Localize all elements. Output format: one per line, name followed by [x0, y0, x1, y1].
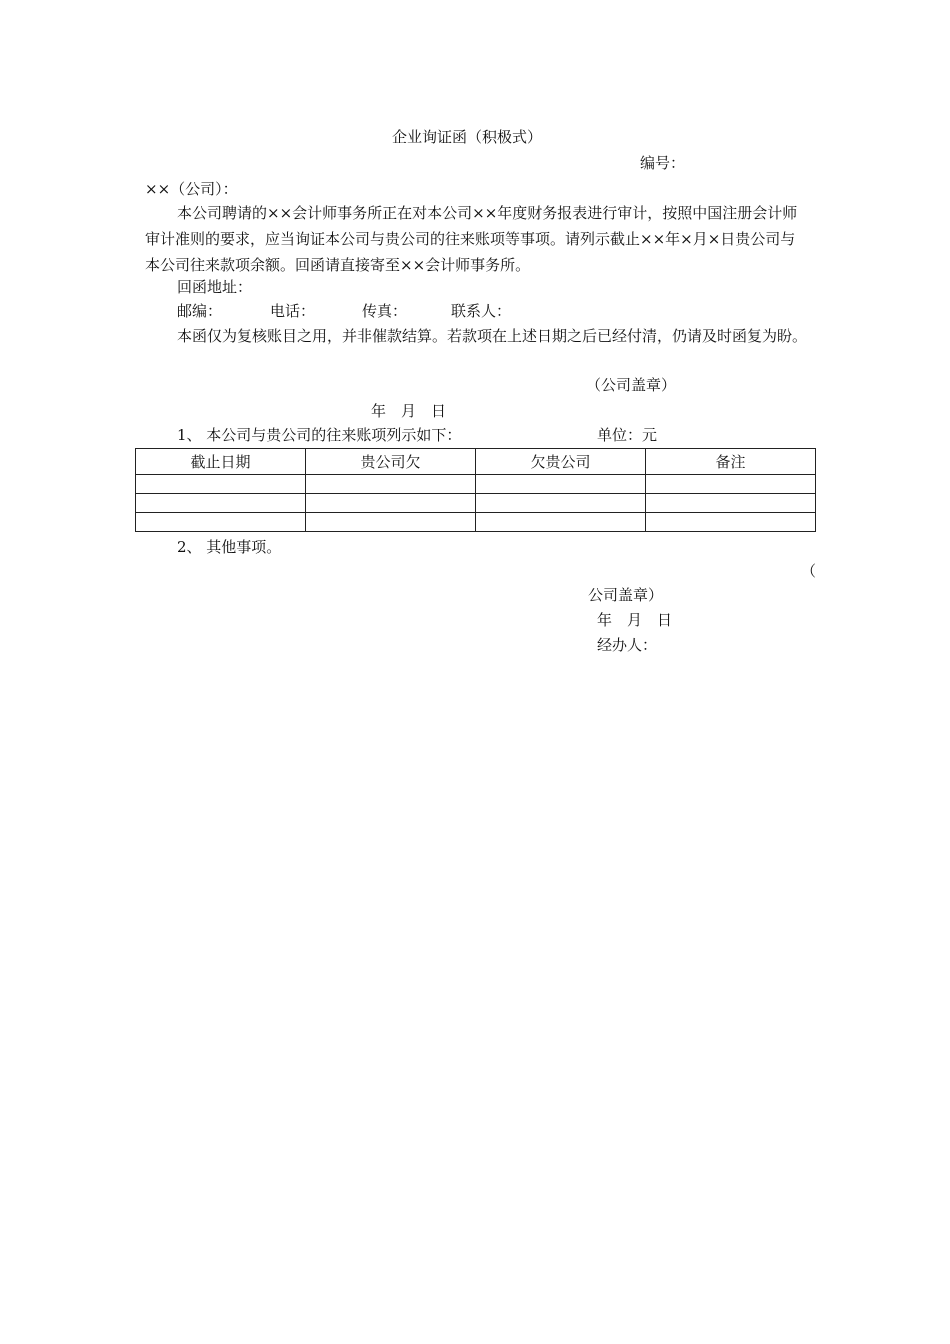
- header-remarks: 备注: [646, 449, 816, 475]
- date-line-2: 年 月 日: [597, 611, 673, 629]
- company-seal-1: （公司盖章）: [586, 376, 677, 394]
- table-cell: [136, 494, 306, 513]
- postcode-label: 邮编：: [177, 302, 223, 320]
- ledger-table: [135, 448, 816, 532]
- reply-address-label: 回函地址：: [177, 278, 253, 296]
- table-cell: [646, 513, 816, 532]
- table-cell: [306, 475, 476, 494]
- table-cell: [476, 475, 646, 494]
- header-owed-to-you: 欠贵公司: [476, 449, 646, 475]
- number-label: 编号：: [640, 154, 686, 172]
- company-seal-2-open: （: [801, 562, 817, 580]
- contact-person-label: 联系人：: [451, 302, 512, 320]
- table-cell: [476, 494, 646, 513]
- body-paragraph: 本公司聘请的××会计师事务所正在对本公司××年度财务报表进行审计，按照中国注册会计师审计准则的要求，应当询证本公司与贵公司的往来账项等事项。请列示截止××年×月×日贵公司与本公司往来款项余额。回函请直接寄至××会计师事务所。: [145, 204, 798, 274]
- phone-label: 电话：: [270, 302, 316, 320]
- table-cell: [646, 494, 816, 513]
- item-1-heading: 1、 本公司与贵公司的往来账项列示如下：: [177, 426, 462, 444]
- addressee: ××（公司）：: [145, 180, 238, 198]
- unit-label: 单位：元: [597, 426, 658, 444]
- table-cell: [646, 475, 816, 494]
- table-header-row: [136, 449, 816, 475]
- table-row: [136, 475, 816, 494]
- fax-label: 传真：: [362, 302, 408, 320]
- table-cell: [476, 513, 646, 532]
- table-row: [136, 494, 816, 513]
- header-owed-by-you: 贵公司欠: [306, 449, 476, 475]
- table-cell: [136, 475, 306, 494]
- handler-label: 经办人：: [597, 636, 658, 654]
- header-cutoff-date: 截止日期: [136, 449, 306, 475]
- document-title: 企业询证函（积极式）: [392, 128, 543, 146]
- table-row: [136, 513, 816, 532]
- table-cell: [136, 513, 306, 532]
- note-paragraph: 本函仅为复核账目之用，并非催款结算。若款项在上述日期之后已经付清，仍请及时函复为盼。: [177, 327, 808, 345]
- table-cell: [306, 513, 476, 532]
- date-line-1: 年 月 日: [371, 402, 447, 420]
- item-2-heading: 2、 其他事项。: [177, 538, 282, 556]
- table-cell: [306, 494, 476, 513]
- company-seal-2: 公司盖章）: [588, 586, 664, 604]
